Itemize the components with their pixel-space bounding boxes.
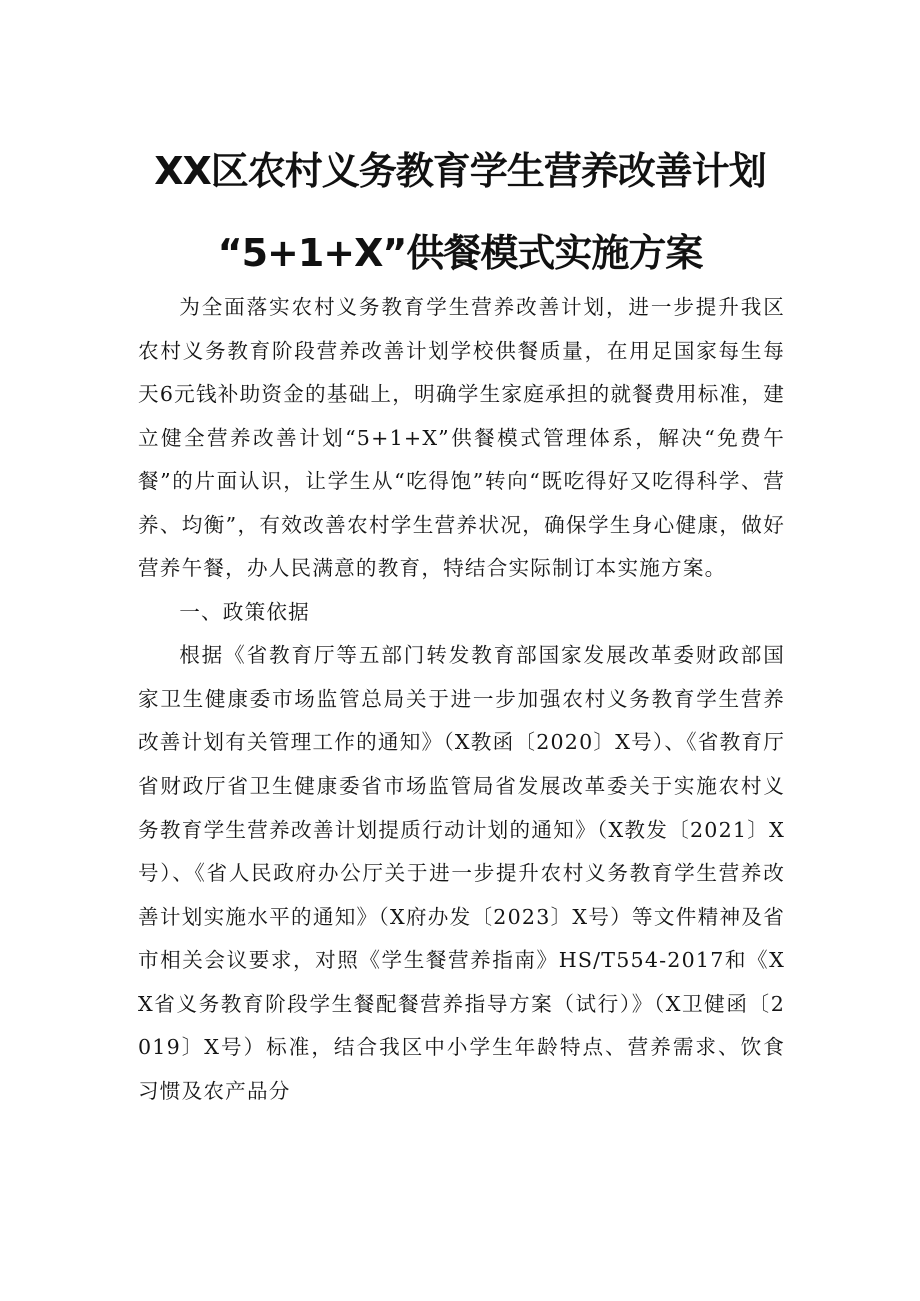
document-title-line-1: XX区农村义务教育学生营养改善计划 xyxy=(154,149,766,193)
document-body xyxy=(138,286,785,1113)
document-title-line-2: “5+1+X”供餐模式实施方案 xyxy=(217,231,703,275)
intro-paragraph: 为全面落实农村义务教育学生营养改善计划，进一步提升我区农村义务教育阶段营养改善计划学校供餐质量，在用足国家每生每天6元钱补助资金的基础上，明确学生家庭承担的就餐费用标准，建立健全营养改善计划“5+1+X”供餐模式管理体系，解决“免费午餐”的片面认识，让学生从“吃得饱”转向“既吃得好又吃得科学、营养、均衡”，有效改善农村学生营养状况，确保学生身心健康，做好营养午餐，办人民满意的教育，特结合实际制订本实施方案。 xyxy=(138,295,785,581)
policy-basis-paragraph: 根据《省教育厅等五部门转发教育部国家发展改革委财政部国家卫生健康委市场监管总局关于进一步加强农村义务教育学生营养改善计划有关管理工作的通知》（X教函〔2020〕X号）、《省教育厅省财政厅省卫生健康委省市场监管局省发展改革委关于实施农村义务教育学生营养改善计划提质行动计划的通知》（X教发〔2021〕X号）、《省人民政府办公厅关于进一步提升农村义务教育学生营养改善计划实施水平的通知》（X府办发〔2023〕X号）等文件精神及省市相关会议要求，对照《学生餐营养指南》HS/T554-2017和《XX省义务教育阶段学生餐配餐营养指导方案（试行）》（X卫健函〔2019〕X号）标准，结合我区中小学生年龄特点、营养需求、饮食习惯及农产品分 xyxy=(138,643,785,1103)
section-heading-policy-basis: 一、政策依据 xyxy=(179,599,310,624)
